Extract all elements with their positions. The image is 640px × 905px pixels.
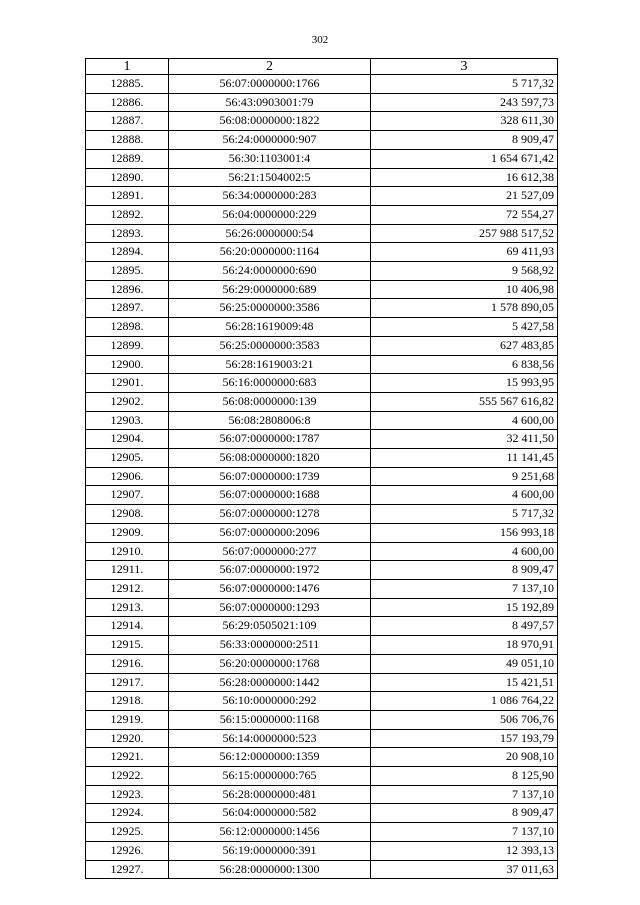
cadastral-number: 56:24:0000000:690 xyxy=(169,262,371,281)
cadastral-number: 56:20:0000000:1768 xyxy=(169,654,371,673)
table-row xyxy=(86,617,558,636)
cadastral-number: 56:30:1103001:4 xyxy=(169,149,371,168)
row-number: 12907. xyxy=(86,486,169,505)
amount-value: 32 411,50 xyxy=(371,430,558,449)
amount-value: 15 192,89 xyxy=(371,598,558,617)
cadastral-number: 56:28:1619003:21 xyxy=(169,355,371,374)
table-row xyxy=(86,168,558,187)
row-number: 12923. xyxy=(86,785,169,804)
row-number: 12922. xyxy=(86,767,169,786)
table-row xyxy=(86,187,558,206)
cadastral-number: 56:28:0000000:1442 xyxy=(169,673,371,692)
row-number: 12915. xyxy=(86,636,169,655)
table-row xyxy=(86,841,558,860)
cadastral-number: 56:24:0000000:907 xyxy=(169,131,371,150)
row-number: 12918. xyxy=(86,692,169,711)
row-number: 12897. xyxy=(86,299,169,318)
cadastral-number: 56:08:0000000:139 xyxy=(169,392,371,411)
table-row xyxy=(86,748,558,767)
row-number: 12899. xyxy=(86,336,169,355)
table-row xyxy=(86,318,558,337)
table-row xyxy=(86,467,558,486)
row-number: 12902. xyxy=(86,392,169,411)
cadastral-number: 56:12:0000000:1359 xyxy=(169,748,371,767)
table-row xyxy=(86,505,558,524)
cadastral-number: 56:15:0000000:1168 xyxy=(169,710,371,729)
row-number: 12885. xyxy=(86,75,169,94)
row-number: 12891. xyxy=(86,187,169,206)
cadastral-number: 56:26:0000000:54 xyxy=(169,224,371,243)
amount-value: 8 909,47 xyxy=(371,131,558,150)
amount-value: 1 086 764,22 xyxy=(371,692,558,711)
table-row xyxy=(86,692,558,711)
row-number: 12920. xyxy=(86,729,169,748)
table-row xyxy=(86,243,558,262)
amount-value: 243 597,73 xyxy=(371,93,558,112)
row-number: 12900. xyxy=(86,355,169,374)
row-number: 12926. xyxy=(86,841,169,860)
cadastral-number: 56:04:0000000:229 xyxy=(169,205,371,224)
table-row xyxy=(86,112,558,131)
table-row xyxy=(86,654,558,673)
table-row xyxy=(86,598,558,617)
amount-value: 4 600,00 xyxy=(371,542,558,561)
cadastral-number: 56:10:0000000:292 xyxy=(169,692,371,711)
cadastral-number: 56:07:0000000:1766 xyxy=(169,75,371,94)
table-row xyxy=(86,860,558,879)
amount-value: 257 988 517,52 xyxy=(371,224,558,243)
cadastral-number: 56:07:0000000:277 xyxy=(169,542,371,561)
amount-value: 15 421,51 xyxy=(371,673,558,692)
table-row xyxy=(86,823,558,842)
cadastral-number: 56:07:0000000:1972 xyxy=(169,561,371,580)
row-number: 12913. xyxy=(86,598,169,617)
row-number: 12916. xyxy=(86,654,169,673)
table-row xyxy=(86,636,558,655)
row-number: 12888. xyxy=(86,131,169,150)
amount-value: 7 137,10 xyxy=(371,579,558,598)
cadastral-number: 56:28:0000000:481 xyxy=(169,785,371,804)
table-row xyxy=(86,205,558,224)
cadastral-number: 56:34:0000000:283 xyxy=(169,187,371,206)
cadastral-number: 56:07:0000000:1476 xyxy=(169,579,371,598)
table-row xyxy=(86,785,558,804)
row-number: 12886. xyxy=(86,93,169,112)
row-number: 12890. xyxy=(86,168,169,187)
row-number: 12908. xyxy=(86,505,169,524)
cadastral-number: 56:12:0000000:1456 xyxy=(169,823,371,842)
cadastral-number: 56:07:0000000:1688 xyxy=(169,486,371,505)
cadastral-number: 56:07:0000000:2096 xyxy=(169,523,371,542)
amount-value: 506 706,76 xyxy=(371,710,558,729)
amount-value: 8 497,57 xyxy=(371,617,558,636)
row-number: 12921. xyxy=(86,748,169,767)
cadastral-number: 56:08:2808006:8 xyxy=(169,411,371,430)
table-row xyxy=(86,374,558,393)
amount-value: 8 125,90 xyxy=(371,767,558,786)
row-number: 12894. xyxy=(86,243,169,262)
data-table xyxy=(85,58,558,879)
cadastral-number: 56:25:0000000:3586 xyxy=(169,299,371,318)
table-row xyxy=(86,767,558,786)
table-row xyxy=(86,804,558,823)
row-number: 12910. xyxy=(86,542,169,561)
table-row xyxy=(86,131,558,150)
amount-value: 5 427,58 xyxy=(371,318,558,337)
table-row xyxy=(86,75,558,94)
cadastral-number: 56:28:0000000:1300 xyxy=(169,860,371,879)
table-row xyxy=(86,486,558,505)
cadastral-number: 56:14:0000000:523 xyxy=(169,729,371,748)
cadastral-number: 56:33:0000000:2511 xyxy=(169,636,371,655)
row-number: 12892. xyxy=(86,205,169,224)
table-row xyxy=(86,579,558,598)
table-row xyxy=(86,355,558,374)
amount-value: 49 051,10 xyxy=(371,654,558,673)
cadastral-number: 56:28:1619009:48 xyxy=(169,318,371,337)
table-row xyxy=(86,262,558,281)
table-row xyxy=(86,93,558,112)
amount-value: 8 909,47 xyxy=(371,561,558,580)
table-row xyxy=(86,542,558,561)
table-row xyxy=(86,430,558,449)
table-row xyxy=(86,561,558,580)
amount-value: 5 717,32 xyxy=(371,75,558,94)
amount-value: 7 137,10 xyxy=(371,823,558,842)
cadastral-number: 56:43:0903001:79 xyxy=(169,93,371,112)
row-number: 12925. xyxy=(86,823,169,842)
amount-value: 157 193,79 xyxy=(371,729,558,748)
amount-value: 10 406,98 xyxy=(371,280,558,299)
cadastral-number: 56:15:0000000:765 xyxy=(169,767,371,786)
amount-value: 328 611,30 xyxy=(371,112,558,131)
amount-value: 72 554,27 xyxy=(371,205,558,224)
row-number: 12904. xyxy=(86,430,169,449)
row-number: 12917. xyxy=(86,673,169,692)
column-header-1: 1 xyxy=(86,59,169,75)
row-number: 12906. xyxy=(86,467,169,486)
amount-value: 12 393,13 xyxy=(371,841,558,860)
row-number: 12924. xyxy=(86,804,169,823)
table-row xyxy=(86,729,558,748)
amount-value: 1 578 890,05 xyxy=(371,299,558,318)
table-body xyxy=(86,75,558,879)
amount-value: 15 993,95 xyxy=(371,374,558,393)
row-number: 12912. xyxy=(86,579,169,598)
amount-value: 1 654 671,42 xyxy=(371,149,558,168)
row-number: 12889. xyxy=(86,149,169,168)
amount-value: 6 838,56 xyxy=(371,355,558,374)
row-number: 12927. xyxy=(86,860,169,879)
column-header-2: 2 xyxy=(169,59,371,75)
row-number: 12896. xyxy=(86,280,169,299)
row-number: 12901. xyxy=(86,374,169,393)
amount-value: 69 411,93 xyxy=(371,243,558,262)
cadastral-number: 56:29:0000000:689 xyxy=(169,280,371,299)
cadastral-number: 56:16:0000000:683 xyxy=(169,374,371,393)
amount-value: 16 612,38 xyxy=(371,168,558,187)
cadastral-number: 56:07:0000000:1293 xyxy=(169,598,371,617)
table-row xyxy=(86,411,558,430)
cadastral-number: 56:20:0000000:1164 xyxy=(169,243,371,262)
row-number: 12909. xyxy=(86,523,169,542)
page-number: 302 xyxy=(311,34,329,46)
row-number: 12903. xyxy=(86,411,169,430)
amount-value: 7 137,10 xyxy=(371,785,558,804)
amount-value: 4 600,00 xyxy=(371,411,558,430)
row-number: 12887. xyxy=(86,112,169,131)
table-header-row xyxy=(86,59,558,75)
row-number: 12911. xyxy=(86,561,169,580)
cadastral-number: 56:08:0000000:1822 xyxy=(169,112,371,131)
amount-value: 18 970,91 xyxy=(371,636,558,655)
cadastral-number: 56:29:0505021:109 xyxy=(169,617,371,636)
amount-value: 156 993,18 xyxy=(371,523,558,542)
table-row xyxy=(86,149,558,168)
amount-value: 9 568,92 xyxy=(371,262,558,281)
table-row xyxy=(86,673,558,692)
amount-value: 627 483,85 xyxy=(371,336,558,355)
cadastral-number: 56:25:0000000:3583 xyxy=(169,336,371,355)
table-row xyxy=(86,523,558,542)
cadastral-number: 56:07:0000000:1787 xyxy=(169,430,371,449)
amount-value: 20 908,10 xyxy=(371,748,558,767)
table-row xyxy=(86,392,558,411)
table-row xyxy=(86,224,558,243)
row-number: 12895. xyxy=(86,262,169,281)
cadastral-number: 56:07:0000000:1739 xyxy=(169,467,371,486)
row-number: 12898. xyxy=(86,318,169,337)
column-header-3: 3 xyxy=(371,59,558,75)
table-row xyxy=(86,710,558,729)
cadastral-number: 56:19:0000000:391 xyxy=(169,841,371,860)
amount-value: 8 909,47 xyxy=(371,804,558,823)
amount-value: 5 717,32 xyxy=(371,505,558,524)
amount-value: 11 141,45 xyxy=(371,449,558,468)
cadastral-number: 56:21:1504002:5 xyxy=(169,168,371,187)
amount-value: 555 567 616,82 xyxy=(371,392,558,411)
amount-value: 9 251,68 xyxy=(371,467,558,486)
row-number: 12905. xyxy=(86,449,169,468)
cadastral-number: 56:04:0000000:582 xyxy=(169,804,371,823)
table-row xyxy=(86,280,558,299)
table-row xyxy=(86,299,558,318)
cadastral-number: 56:08:0000000:1820 xyxy=(169,449,371,468)
table-row xyxy=(86,336,558,355)
table-row xyxy=(86,449,558,468)
amount-value: 21 527,09 xyxy=(371,187,558,206)
row-number: 12919. xyxy=(86,710,169,729)
amount-value: 4 600,00 xyxy=(371,486,558,505)
cadastral-number: 56:07:0000000:1278 xyxy=(169,505,371,524)
amount-value: 37 011,63 xyxy=(371,860,558,879)
row-number: 12893. xyxy=(86,224,169,243)
row-number: 12914. xyxy=(86,617,169,636)
